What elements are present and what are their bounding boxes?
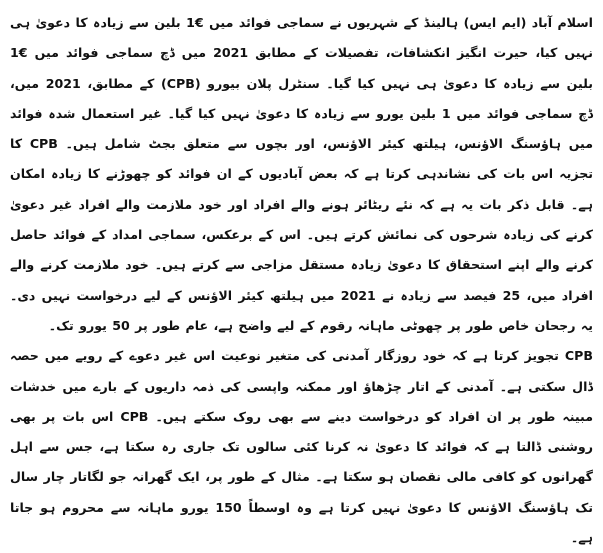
article-paragraph-1: اسلام آباد (ایم ایس) ہالینڈ کے شہریوں نے سماجی فوائد میں €1 بلین سے زیادہ کا دعویٰ ہی نہیں کیا، حیرت انگیز انکشافات، تفصیلات کے مطابق 2021 میں ڈچ سماجی فوائد میں €1 بلین سے زیادہ کا دعویٰ ہی نہیں کیا گیا۔ سنٹرل پلان بیورو (CPB) کے مطابق، 2021 میں، ڈچ سماجی فوائد میں 1 بلین یورو سے زیادہ کا دعویٰ نہیں کیا گیا۔ غیر استعمال شدہ فوائد میں ہاؤسنگ الاؤنس، ہیلتھ کیئر الاؤنس، اور بچوں سے متعلق بجٹ شامل ہیں۔ CPB کا تجزیہ اس بات کی نشاندہی کرتا ہے کہ بعض آبادیوں کے ان فوائد کو چھوڑنے کا زیادہ امکان ہے۔ قابل ذکر بات یہ ہے کہ نئے ریٹائر ہونے والے افراد اور خود ملازمت والے افراد غیر دعویٰ کرنے کی زیادہ شرحوں کی نمائش کرتے ہیں۔ اس کے برعکس، سماجی امداد کے فوائد حاصل کرنے والے اپنے استحقاق کا دعویٰ زیادہ مستقل مزاجی سے کرتے ہیں۔ خود ملازمت کرنے والے افراد میں، 25 فیصد سے زیادہ نے 2021 میں ہیلتھ کیئر الاؤنس کے لیے درخواست نہیں دی۔ یہ رجحان خاص طور پر چھوٹی ماہانہ رقوم کے لیے واضح ہے، عام طور پر 50 یورو تک۔ [10,15,594,333]
article-paragraph-2: CPB تجویز کرتا ہے کہ خود روزگار آمدنی کی متغیر نوعیت اس غیر دعوے کے رویے میں حصہ ڈال سکتی ہے۔ آمدنی کے اتار چڑھاؤ اور ممکنہ واپسی کی ذمہ داریوں کے بارے میں خدشات مبینہ طور پر ان افراد کو درخواست دینے سے بھی روک سکتے ہیں۔ CPB اس بات پر بھی روشنی ڈالتا ہے کہ فوائد کا دعویٰ نہ کرنا کئی سالوں تک جاری رہ سکتا ہے، جس سے اہل گھرانوں کو کافی مالی نقصان ہو سکتا ہے۔ مثال کے طور پر، ایک گھرانہ جو لگاتار چار سال تک ہاؤسنگ الاؤنس کا دعویٰ نہیں کرتا ہے وہ اوسطاً 150 یورو ماہانہ سے محروم ہو جاتا ہے۔ [10,348,593,546]
